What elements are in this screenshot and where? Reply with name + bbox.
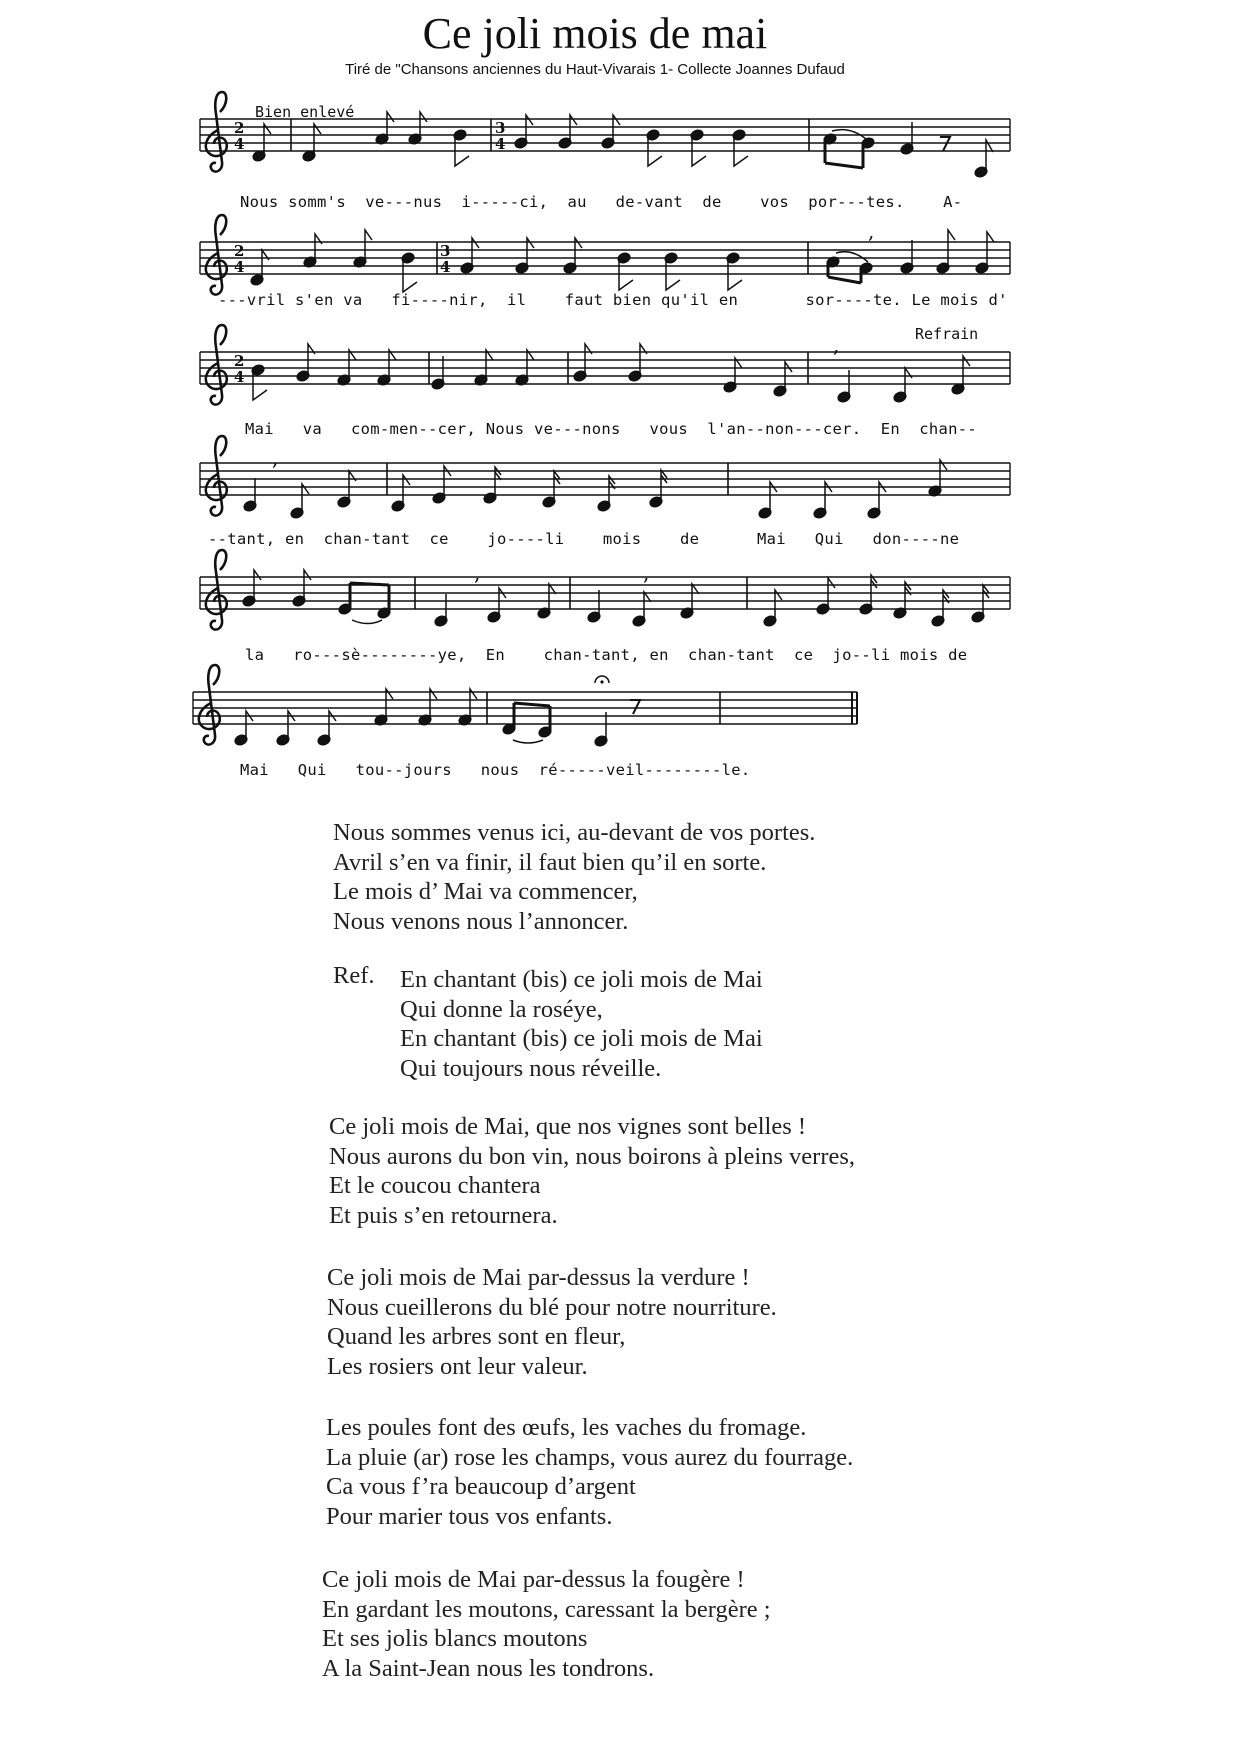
svg-text:4: 4 <box>440 258 451 276</box>
verse-line: Pour marier tous vos enfants. <box>326 1502 613 1530</box>
verse-line: A la Saint-Jean nous les tondrons. <box>322 1654 655 1682</box>
svg-text:,: , <box>474 561 481 585</box>
score-lyrics-line: Mai va com-men--cer, Nous ve---nons vous l'an--non---cer. En chan-- <box>245 420 978 438</box>
verse-line: Nous sommes venus ici, au-devant de vos portes. <box>333 819 816 846</box>
verse-line: Les rosiers ont leur valeur. <box>327 1352 588 1380</box>
score-lyrics-line: la ro---sè--------ye, En chan-tant, en chan-tant ce jo--li mois de <box>245 646 968 664</box>
verse-line: Nous venons nous l’annoncer. <box>333 907 629 935</box>
svg-text:4: 4 <box>234 368 245 386</box>
verse-line: Et ses jolis blancs moutons <box>322 1625 588 1652</box>
verse-line: Nous cueillerons du blé pour notre nourriture. <box>327 1293 777 1321</box>
song-source: Tiré de "Chansons anciennes du Haut-Vivarais 1- Collecte Joannes Dufaud <box>345 61 845 78</box>
verse-line: Ce joli mois de Mai par-dessus la verdure ! <box>327 1264 750 1291</box>
svg-text:,: , <box>643 561 650 585</box>
svg-text:3: 3 <box>440 242 451 260</box>
svg-text:,: , <box>868 219 875 243</box>
tempo-marking: Bien enlevé <box>255 103 355 121</box>
refrain-marking: Refrain <box>915 325 979 343</box>
verse-line: Le mois d’ Mai va commencer, <box>333 878 638 905</box>
refrain-stanza <box>400 965 763 1083</box>
score-lyrics-line: --tant, en chan-tant ce jo----li mois de Mai Qui don----ne <box>208 530 960 548</box>
verse-line: En gardant les moutons, caressant la bergère ; <box>322 1595 771 1623</box>
svg-text:4: 4 <box>495 135 506 153</box>
svg-text:3: 3 <box>495 119 506 137</box>
svg-text:2: 2 <box>234 119 245 137</box>
svg-text:,: , <box>833 333 840 357</box>
score-lyrics-line: Mai Qui tou--jours nous ré-----veil--------le. <box>240 761 751 779</box>
verse-line: Et puis s’en retournera. <box>329 1201 558 1229</box>
staff-3 <box>200 352 1010 384</box>
verse-line: La pluie (ar) rose les champs, vous aurez du fourrage. <box>326 1443 854 1471</box>
stanza-3 <box>327 1263 777 1381</box>
refrain-label: Ref. <box>333 962 375 989</box>
svg-text:4: 4 <box>234 135 245 153</box>
verse-line: En chantant (bis) ce joli mois de Mai <box>400 966 763 993</box>
verse-line: Quand les arbres sont en fleur, <box>327 1323 626 1350</box>
verse-line: Qui donne la roséye, <box>400 995 603 1023</box>
verse-line: Ca vous f’ra beaucoup d’argent <box>326 1473 636 1500</box>
score-lyrics-line: Nous somm's ve---nus i-----ci, au de-vant de vos por---tes. A- <box>240 193 963 211</box>
stanza-4 <box>326 1413 853 1531</box>
staff-5 <box>200 577 1010 609</box>
score-lyrics-line: ---vril s'en va fi----nir, il faut bien qu'il en sor----te. Le mois d' <box>218 291 1008 309</box>
verse-line: Ce joli mois de Mai par-dessus la fougère ! <box>322 1566 745 1593</box>
staff-2 <box>200 242 1010 274</box>
stanza-5 <box>322 1565 771 1683</box>
music-score <box>0 0 1240 800</box>
verse-line: En chantant (bis) ce joli mois de Mai <box>400 1025 763 1052</box>
stanza-1 <box>333 818 815 936</box>
verse-line: Ce joli mois de Mai, que nos vignes sont belles ! <box>329 1113 807 1140</box>
verse-line: Avril s’en va finir, il faut bien qu’il en sorte. <box>333 848 767 876</box>
svg-text:2: 2 <box>234 352 245 370</box>
verse-line: Les poules font des œufs, les vaches du fromage. <box>326 1414 807 1441</box>
verse-line: Et le coucou chantera <box>329 1172 541 1199</box>
stanza-2 <box>329 1112 855 1230</box>
verse-line: Nous aurons du bon vin, nous boirons à pleins verres, <box>329 1142 856 1170</box>
staff-6 <box>193 692 857 724</box>
verse-line: Qui toujours nous réveille. <box>400 1054 662 1082</box>
staff-4 <box>200 463 1010 495</box>
song-title: Ce joli mois de mai <box>422 9 768 58</box>
svg-text:4: 4 <box>234 258 245 276</box>
svg-text:,: , <box>272 446 279 470</box>
svg-text:2: 2 <box>234 242 245 260</box>
